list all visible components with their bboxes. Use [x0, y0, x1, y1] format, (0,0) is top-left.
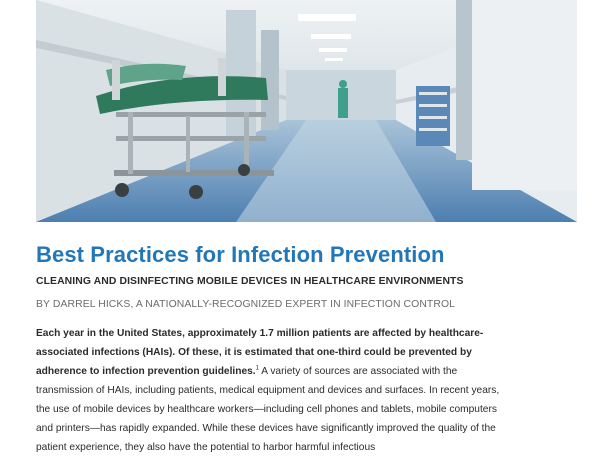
- hero-image: [36, 0, 577, 222]
- article-byline: BY DARREL HICKS, A NATIONALLY-RECOGNIZED EXPERT IN INFECTION CONTROL: [36, 299, 456, 310]
- article-lead: Each year in the United States, approximately 1.7 million patients are affected by healthcare-associated infections (HAIs). Of these, it is estimated that one-third could be prevented by adherence to infection prevention guidelines.: [36, 328, 484, 377]
- article-body-text: A variety of sources are associated with the transmission of HAIs, including patients, medical equipment and devices and surfaces. In recent years, the use of mobile devices by healthcare workers—including cell phones and tablets, mobile computers and printers—has rapidly expanded. While these devices have significantly improved the quality of the patient experience, they also have the potential to harbor harmful infectious: [36, 366, 500, 453]
- article-subtitle: CLEANING AND DISINFECTING MOBILE DEVICES IN HEALTHCARE ENVIRONMENTS: [36, 276, 464, 287]
- article-title: Best Practices for Infection Prevention: [36, 242, 445, 267]
- footnote-mark: 1: [255, 365, 259, 372]
- article-body: [36, 324, 516, 457]
- hospital-corridor-photo: [36, 0, 577, 222]
